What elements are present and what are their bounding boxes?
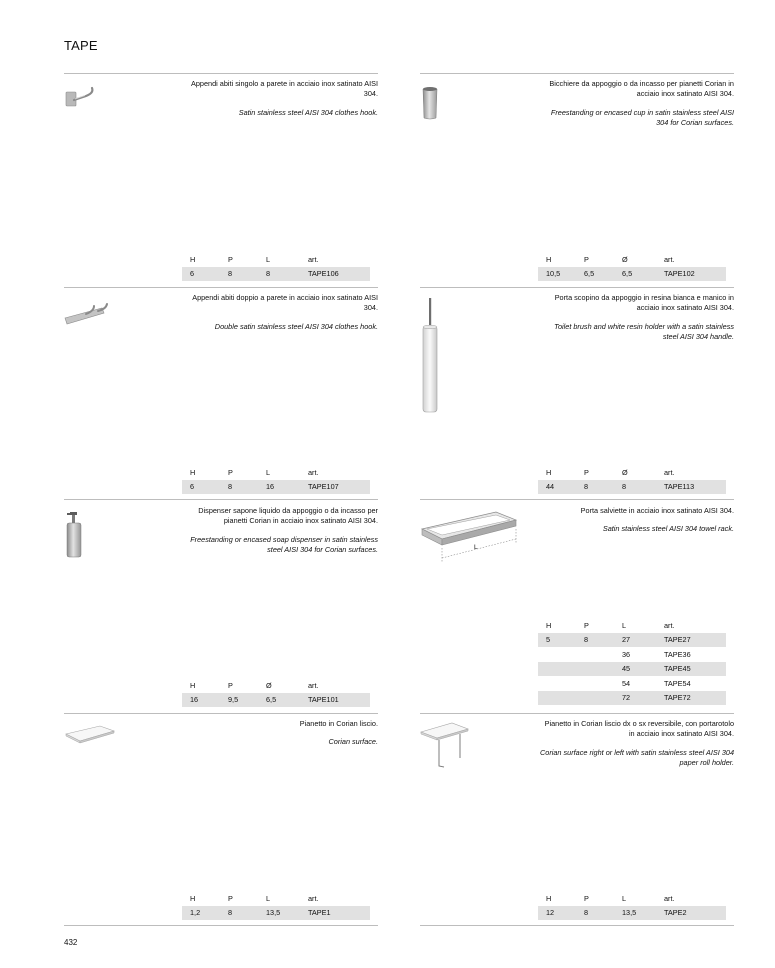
- column-header: H: [190, 680, 196, 690]
- table-row: [182, 693, 370, 708]
- table-cell: 8: [220, 480, 258, 495]
- table-row: [538, 267, 726, 282]
- table-header-row: [182, 891, 370, 906]
- divider: [64, 73, 378, 74]
- table-cell: TAPE45: [656, 662, 726, 677]
- column-header: H: [190, 254, 196, 264]
- column-header: art.: [308, 893, 319, 903]
- english-description: Double satin stainless steel AISI 304 clothes hook.: [214, 321, 378, 331]
- table-cell: 6: [182, 480, 220, 495]
- table-cell: 54: [622, 678, 631, 688]
- table-cell: 27: [614, 633, 656, 648]
- table-cell: 5: [538, 633, 576, 648]
- column-header: H: [546, 254, 552, 264]
- toilet-brush-icon: [420, 296, 440, 414]
- column-header: art.: [308, 254, 319, 264]
- table-row: [538, 906, 726, 921]
- column-header: P: [584, 467, 589, 477]
- table-cell: TAPE27: [656, 633, 726, 648]
- english-description: Freestanding or encased soap dispenser in satin stainless steel AISI 304 for Corian surfaces.: [190, 534, 378, 554]
- table-cell: 8: [576, 480, 614, 495]
- double-hook-icon: [64, 302, 112, 326]
- table-header-row: [182, 252, 370, 267]
- table-cell: 10,5: [538, 267, 576, 282]
- table-header-row: [538, 252, 726, 267]
- table-cell: TAPE101: [300, 693, 370, 708]
- product-description: [538, 719, 734, 776]
- italian-description: Pianetto in Corian liscio dx o sx reversibile, con portarotolo in acciaio inox satinato AISI 304.: [544, 719, 734, 739]
- table-cell: 45: [614, 662, 656, 677]
- column-header: art.: [664, 893, 675, 903]
- italian-description: Porta scopino da appoggio in resina bianca e manico in acciaio inox satinato AISI 304.: [554, 293, 734, 313]
- table-cell: 8: [220, 267, 258, 282]
- table-cell: TAPE54: [664, 678, 691, 688]
- table-cell: 16: [258, 480, 300, 495]
- column-header: Ø: [622, 467, 628, 477]
- english-description: Corian surface.: [328, 737, 378, 747]
- table-row: [182, 906, 370, 921]
- table-row: [538, 662, 726, 677]
- column-header: H: [546, 467, 552, 477]
- corian-roll-holder-icon: [420, 720, 470, 770]
- italian-description: Appendi abiti doppio a parete in acciaio inox satinato AISI 304.: [192, 293, 378, 313]
- single-hook-icon: [64, 86, 98, 108]
- table-cell: TAPE1: [300, 906, 370, 921]
- column-header: art.: [664, 620, 675, 630]
- column-header: L: [266, 254, 271, 264]
- column-header: P: [584, 893, 589, 903]
- divider: [420, 287, 734, 288]
- product-description: [182, 506, 378, 563]
- column-header: P: [584, 620, 589, 630]
- product-description: [182, 79, 378, 126]
- table-header-row: [182, 678, 370, 693]
- column-header: L: [266, 893, 271, 903]
- table-row: [538, 647, 726, 662]
- table-cell: 8: [220, 906, 258, 921]
- column-header: L: [622, 620, 627, 630]
- product-description: [538, 79, 734, 136]
- table-cell: TAPE72: [656, 691, 726, 706]
- table-cell: [538, 647, 576, 662]
- column-header: H: [190, 467, 196, 477]
- table-cell: [576, 691, 614, 706]
- product-description: [182, 719, 378, 756]
- table-row: [538, 676, 726, 691]
- divider: [64, 925, 378, 926]
- divider: [64, 287, 378, 288]
- table-cell: 9,5: [220, 693, 258, 708]
- table-cell: 8: [258, 267, 300, 282]
- column-header: L: [266, 467, 271, 477]
- table-cell: 1,2: [182, 906, 220, 921]
- divider: [64, 713, 378, 714]
- cup-icon: [420, 86, 440, 122]
- column-header: P: [228, 254, 233, 264]
- table-cell: 12: [538, 906, 576, 921]
- table-cell: 8: [576, 906, 614, 921]
- table-header-row: [538, 465, 726, 480]
- product-description: [538, 506, 734, 543]
- divider: [420, 499, 734, 500]
- table-cell: [538, 676, 576, 691]
- table-cell: [538, 662, 576, 677]
- italian-description: Porta salviette in acciaio inox satinato AISI 304.: [580, 506, 734, 515]
- divider: [64, 499, 378, 500]
- table-cell: 13,5: [258, 906, 300, 921]
- column-header: art.: [664, 467, 675, 477]
- spec-table: [538, 252, 726, 281]
- table-cell: 6,5: [258, 693, 300, 708]
- column-header: art.: [308, 680, 319, 690]
- column-header: H: [190, 893, 196, 903]
- soap-dispenser-icon: [64, 510, 84, 560]
- column-header: Ø: [622, 254, 628, 264]
- product-description: [538, 293, 734, 350]
- column-header: P: [584, 254, 589, 264]
- table-row: [538, 480, 726, 495]
- table-header-row: [182, 465, 370, 480]
- table-row: [538, 633, 726, 648]
- table-cell: 13,5: [614, 906, 656, 921]
- table-cell: TAPE107: [300, 480, 370, 495]
- table-cell: 6,5: [614, 267, 656, 282]
- column-header: P: [228, 467, 233, 477]
- divider: [420, 713, 734, 714]
- spec-table: [182, 891, 370, 920]
- table-cell: TAPE113: [656, 480, 726, 495]
- italian-description: Bicchiere da appoggio o da incasso per pianetti Corian in acciaio inox satinato AISI 304.: [549, 79, 734, 99]
- divider: [420, 925, 734, 926]
- table-cell: [538, 691, 576, 706]
- page-number: 432: [64, 938, 78, 947]
- table-cell: [576, 662, 614, 677]
- english-description: Corian surface right or left with satin stainless steel AISI 304 paper roll holder.: [540, 747, 734, 767]
- column-header: H: [546, 620, 552, 630]
- spec-table: [182, 465, 370, 494]
- table-cell: 16: [182, 693, 220, 708]
- column-header: L: [622, 893, 627, 903]
- spec-table: [182, 252, 370, 281]
- table-cell: TAPE2: [656, 906, 726, 921]
- page-title: TAPE: [64, 38, 98, 53]
- column-header: H: [546, 893, 552, 903]
- corian-surface-icon: [64, 722, 116, 746]
- table-cell: 6,5: [576, 267, 614, 282]
- spec-table: [538, 891, 726, 920]
- spec-table: [182, 678, 370, 707]
- table-row: [182, 267, 370, 282]
- towel-rack-icon: [420, 506, 520, 568]
- table-cell: 36: [622, 649, 631, 659]
- table-header-row: [538, 891, 726, 906]
- product-description: [182, 293, 378, 340]
- spec-table: [538, 618, 726, 705]
- table-row: [538, 691, 726, 706]
- table-cell: 44: [538, 480, 576, 495]
- italian-description: Dispenser sapone liquido da appoggio o da incasso per pianetti Corian in acciaio inox satinato AISI 304.: [198, 506, 378, 526]
- table-cell: 6: [182, 267, 220, 282]
- table-cell: TAPE106: [300, 267, 370, 282]
- english-description: Satin stainless steel AISI 304 clothes hook.: [238, 107, 378, 117]
- italian-description: Pianetto in Corian liscio.: [299, 719, 378, 728]
- table-cell: 8: [576, 633, 614, 648]
- italian-description: Appendi abiti singolo a parete in acciaio inox satinato AISI 304.: [190, 79, 378, 99]
- spec-table: [538, 465, 726, 494]
- english-description: Satin stainless steel AISI 304 towel rack.: [602, 524, 734, 534]
- divider: [420, 73, 734, 74]
- table-cell: 72: [614, 691, 656, 706]
- table-cell: [576, 647, 614, 662]
- table-row: [182, 480, 370, 495]
- table-header-row: [538, 618, 726, 633]
- column-header: art.: [308, 467, 319, 477]
- towel-rack-diagram: [420, 506, 520, 568]
- table-cell: TAPE36: [664, 649, 691, 659]
- table-cell: TAPE102: [656, 267, 726, 282]
- column-header: Ø: [266, 680, 272, 690]
- table-cell: 8: [614, 480, 656, 495]
- english-description: Freestanding or encased cup in satin stainless steel AISI 304 for Corian surfaces.: [550, 107, 734, 127]
- column-header: art.: [664, 254, 675, 264]
- column-header: P: [228, 893, 233, 903]
- table-cell: [576, 676, 614, 691]
- english-description: Toilet brush and white resin holder with a satin stainless steel AISI 304 handle.: [554, 321, 734, 341]
- column-header: P: [228, 680, 233, 690]
- dimension-label: L: [474, 544, 478, 551]
